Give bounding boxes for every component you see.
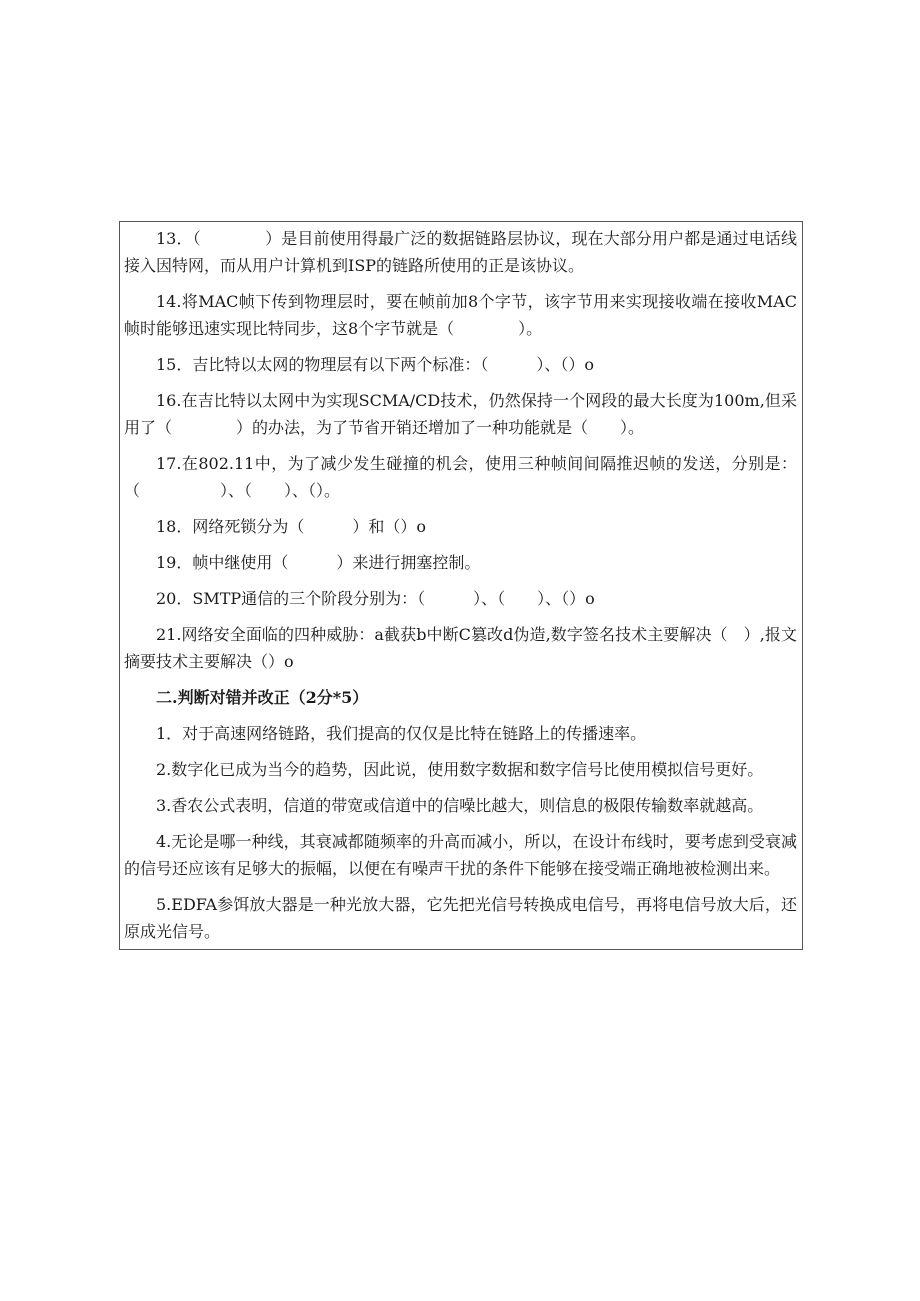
judgment-5: 5.EDFA参饵放大器是一种光放大器，它先把光信号转换成电信号，再将电信号放大后，还原成光信号。 [124,895,797,941]
judgment-4: 4.无论是哪一种线，其衰减都随频率的升高而减小，所以，在设计布线时，要考虑到受衰减的信号还应该有足够大的振幅，以便在有噪声干扰的条件下能够在接受端正确地被检测出来。 [124,832,797,878]
judgment-3: 3.香农公式表明，信道的带宽或信道中的信噪比越大，则信息的极限传输数率就越高。 [156,796,764,815]
judgment-1: 1．对于高速网络链路，我们提高的仅仅是比特在链路上的传播速率。 [156,724,647,743]
question-19: 19．帧中继使用（ ）来进行拥塞控制。 [156,553,481,572]
question-17: 17.在802.11中，为了减少发生碰撞的机会，使用三种帧间间隔推迟帧的发送，分别是：（ ）、（ ）、（）。 [124,454,797,500]
judgment-2: 2.数字化已成为当今的趋势，因此说，使用数字数据和数字信号比使用模拟信号更好。 [156,760,764,779]
question-14: 14.将MAC帧下传到物理层时，要在帧前加8个字节，该字节用来实现接收端在接收MAC帧时能够迅速实现比特同步，这8个字节就是（ ）。 [124,292,797,338]
question-box [119,221,803,950]
section-heading: 二.判断对错并改正（2分*5） [156,688,369,707]
question-21: 21.网络安全面临的四种威胁：a截获b中断C篡改d伪造,数字签名技术主要解决（ ）,报文摘要技术主要解决（）o [124,625,797,671]
question-18: 18．网络死锁分为（ ）和（）o [156,517,426,536]
question-15: 15．吉比特以太网的物理层有以下两个标准：（ ）、（）o [156,355,594,374]
question-16: 16.在吉比特以太网中为实现SCMA/CD技术，仍然保持一个网段的最大长度为100m,但采用了（ ）的办法，为了节省开销还增加了一种功能就是（ ）。 [124,391,797,437]
question-13: 13．（ ）是目前使用得最广泛的数据链路层协议，现在大部分用户都是通过电话线接入因特网，而从用户计算机到ISP的链路所使用的正是该协议。 [124,229,797,275]
question-20: 20．SMTP通信的三个阶段分别为：（ ）、（ ）、（）o [156,589,595,608]
